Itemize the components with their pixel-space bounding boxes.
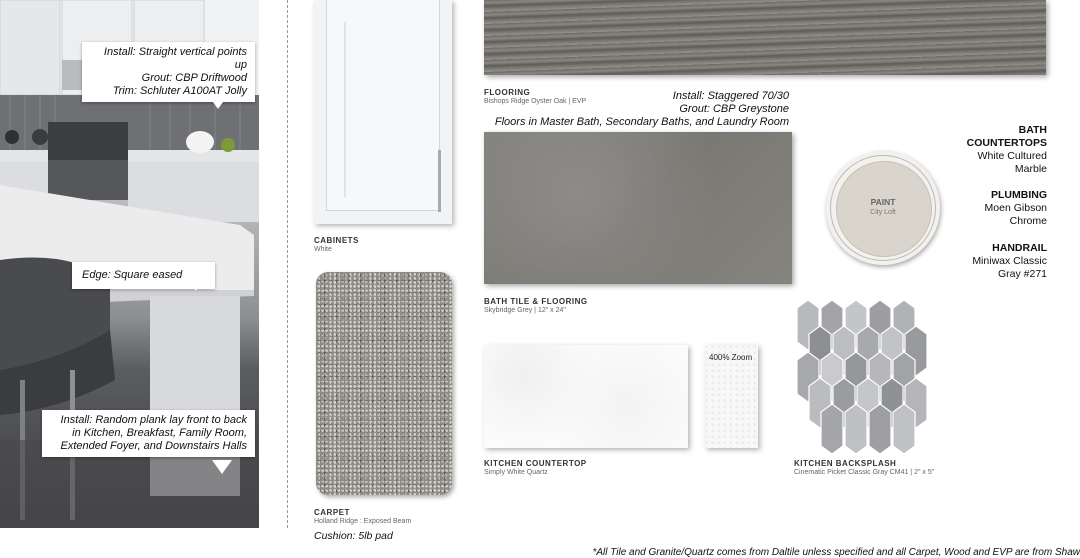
- callout-line: Grout: CBP Driftwood: [141, 72, 247, 84]
- callout-line: Extended Foyer, and Downstairs Halls: [60, 440, 247, 452]
- cabinet-handle: [438, 150, 441, 212]
- callout-line: Trim: Schluter A100AT Jolly: [112, 85, 247, 97]
- kitchen-countertop-subtitle: Simply White Quartz: [484, 469, 548, 476]
- spec-value: Miniwax Classic: [972, 255, 1047, 267]
- callout-pointer: [212, 460, 232, 474]
- flooring-note-line: Install: Staggered 70/30: [672, 90, 789, 102]
- spec-value: Marble: [1014, 163, 1047, 175]
- zoom-label: 400% Zoom: [709, 353, 753, 362]
- cabinet-swatch: [314, 0, 452, 224]
- callout-line: Install: Straight vertical points up: [103, 46, 247, 71]
- carpet-title: CARPET: [314, 508, 350, 517]
- flooring-note-line: Grout: CBP Greystone: [679, 103, 789, 115]
- carpet-subtitle: Holland Ridge : Exposed Beam: [314, 518, 412, 525]
- flooring-swatch: [484, 0, 1046, 75]
- callout-pointer: [195, 261, 211, 291]
- flooring-notes: [495, 90, 789, 129]
- spec-title: BATH: [1018, 124, 1047, 136]
- carpet-swatch: [316, 272, 452, 495]
- floor-install-callout: [42, 410, 255, 457]
- callout-line: Edge: Square eased: [82, 269, 183, 281]
- spec-value: Moen Gibson: [984, 202, 1047, 214]
- flooring-subtitle: Bishops Ridge Oyster Oak | EVP: [484, 98, 587, 105]
- spec-value: Chrome: [1009, 215, 1047, 227]
- spec-plumbing: [985, 189, 1047, 228]
- callout-line: in Kitchen, Breakfast, Family Room,: [72, 427, 247, 439]
- bath-tile-subtitle: Skybridge Grey | 12" x 24": [484, 307, 566, 314]
- callout-line: Install: Random plank lay front to back: [60, 414, 247, 426]
- bath-tile-swatch: [484, 132, 792, 284]
- cabinets-title: CABINETS: [314, 236, 359, 245]
- flooring-title: FLOORING: [484, 88, 531, 97]
- countertop-zoom-swatch: [705, 345, 758, 448]
- spec-handrail: [972, 242, 1047, 281]
- kitchen-backsplash-swatch: [794, 300, 934, 455]
- paint-swatch: [826, 151, 940, 265]
- picket-tile-pattern: [794, 300, 934, 455]
- kitchen-countertop-swatch: [484, 345, 688, 448]
- bath-tile-title: BATH TILE & FLOORING: [484, 297, 588, 306]
- paint-title: PAINT: [870, 197, 896, 207]
- callout-pointer: [208, 95, 228, 109]
- spec-title: PLUMBING: [991, 189, 1047, 201]
- backsplash-install-callout: [82, 42, 255, 102]
- kitchen-backsplash-subtitle: Cinematic Picket Classic Gray CM41 | 2" x 5": [794, 469, 935, 476]
- flooring-note-line: Floors in Master Bath, Secondary Baths, and Laundry Room: [494, 116, 789, 128]
- edge-callout: [72, 262, 215, 289]
- spec-title: HANDRAIL: [992, 242, 1047, 254]
- footer-note: *All Tile and Granite/Quartz comes from Daltile unless specified and all Carpet, Wood and EVP are from Shaw: [592, 547, 1080, 558]
- spec-bath-countertops: [967, 124, 1047, 176]
- spec-title: COUNTERTOPS: [966, 137, 1047, 149]
- kitchen-backsplash-title: KITCHEN BACKSPLASH: [794, 459, 897, 468]
- carpet-note: Cushion: 5lb pad: [314, 530, 393, 542]
- spec-value: Gray #271: [997, 268, 1047, 280]
- paint-subtitle: City Loft: [870, 209, 896, 216]
- cabinets-subtitle: White: [314, 246, 332, 253]
- spec-value: White Cultured: [977, 150, 1047, 162]
- section-divider: [287, 0, 288, 528]
- kitchen-countertop-title: KITCHEN COUNTERTOP: [484, 459, 587, 468]
